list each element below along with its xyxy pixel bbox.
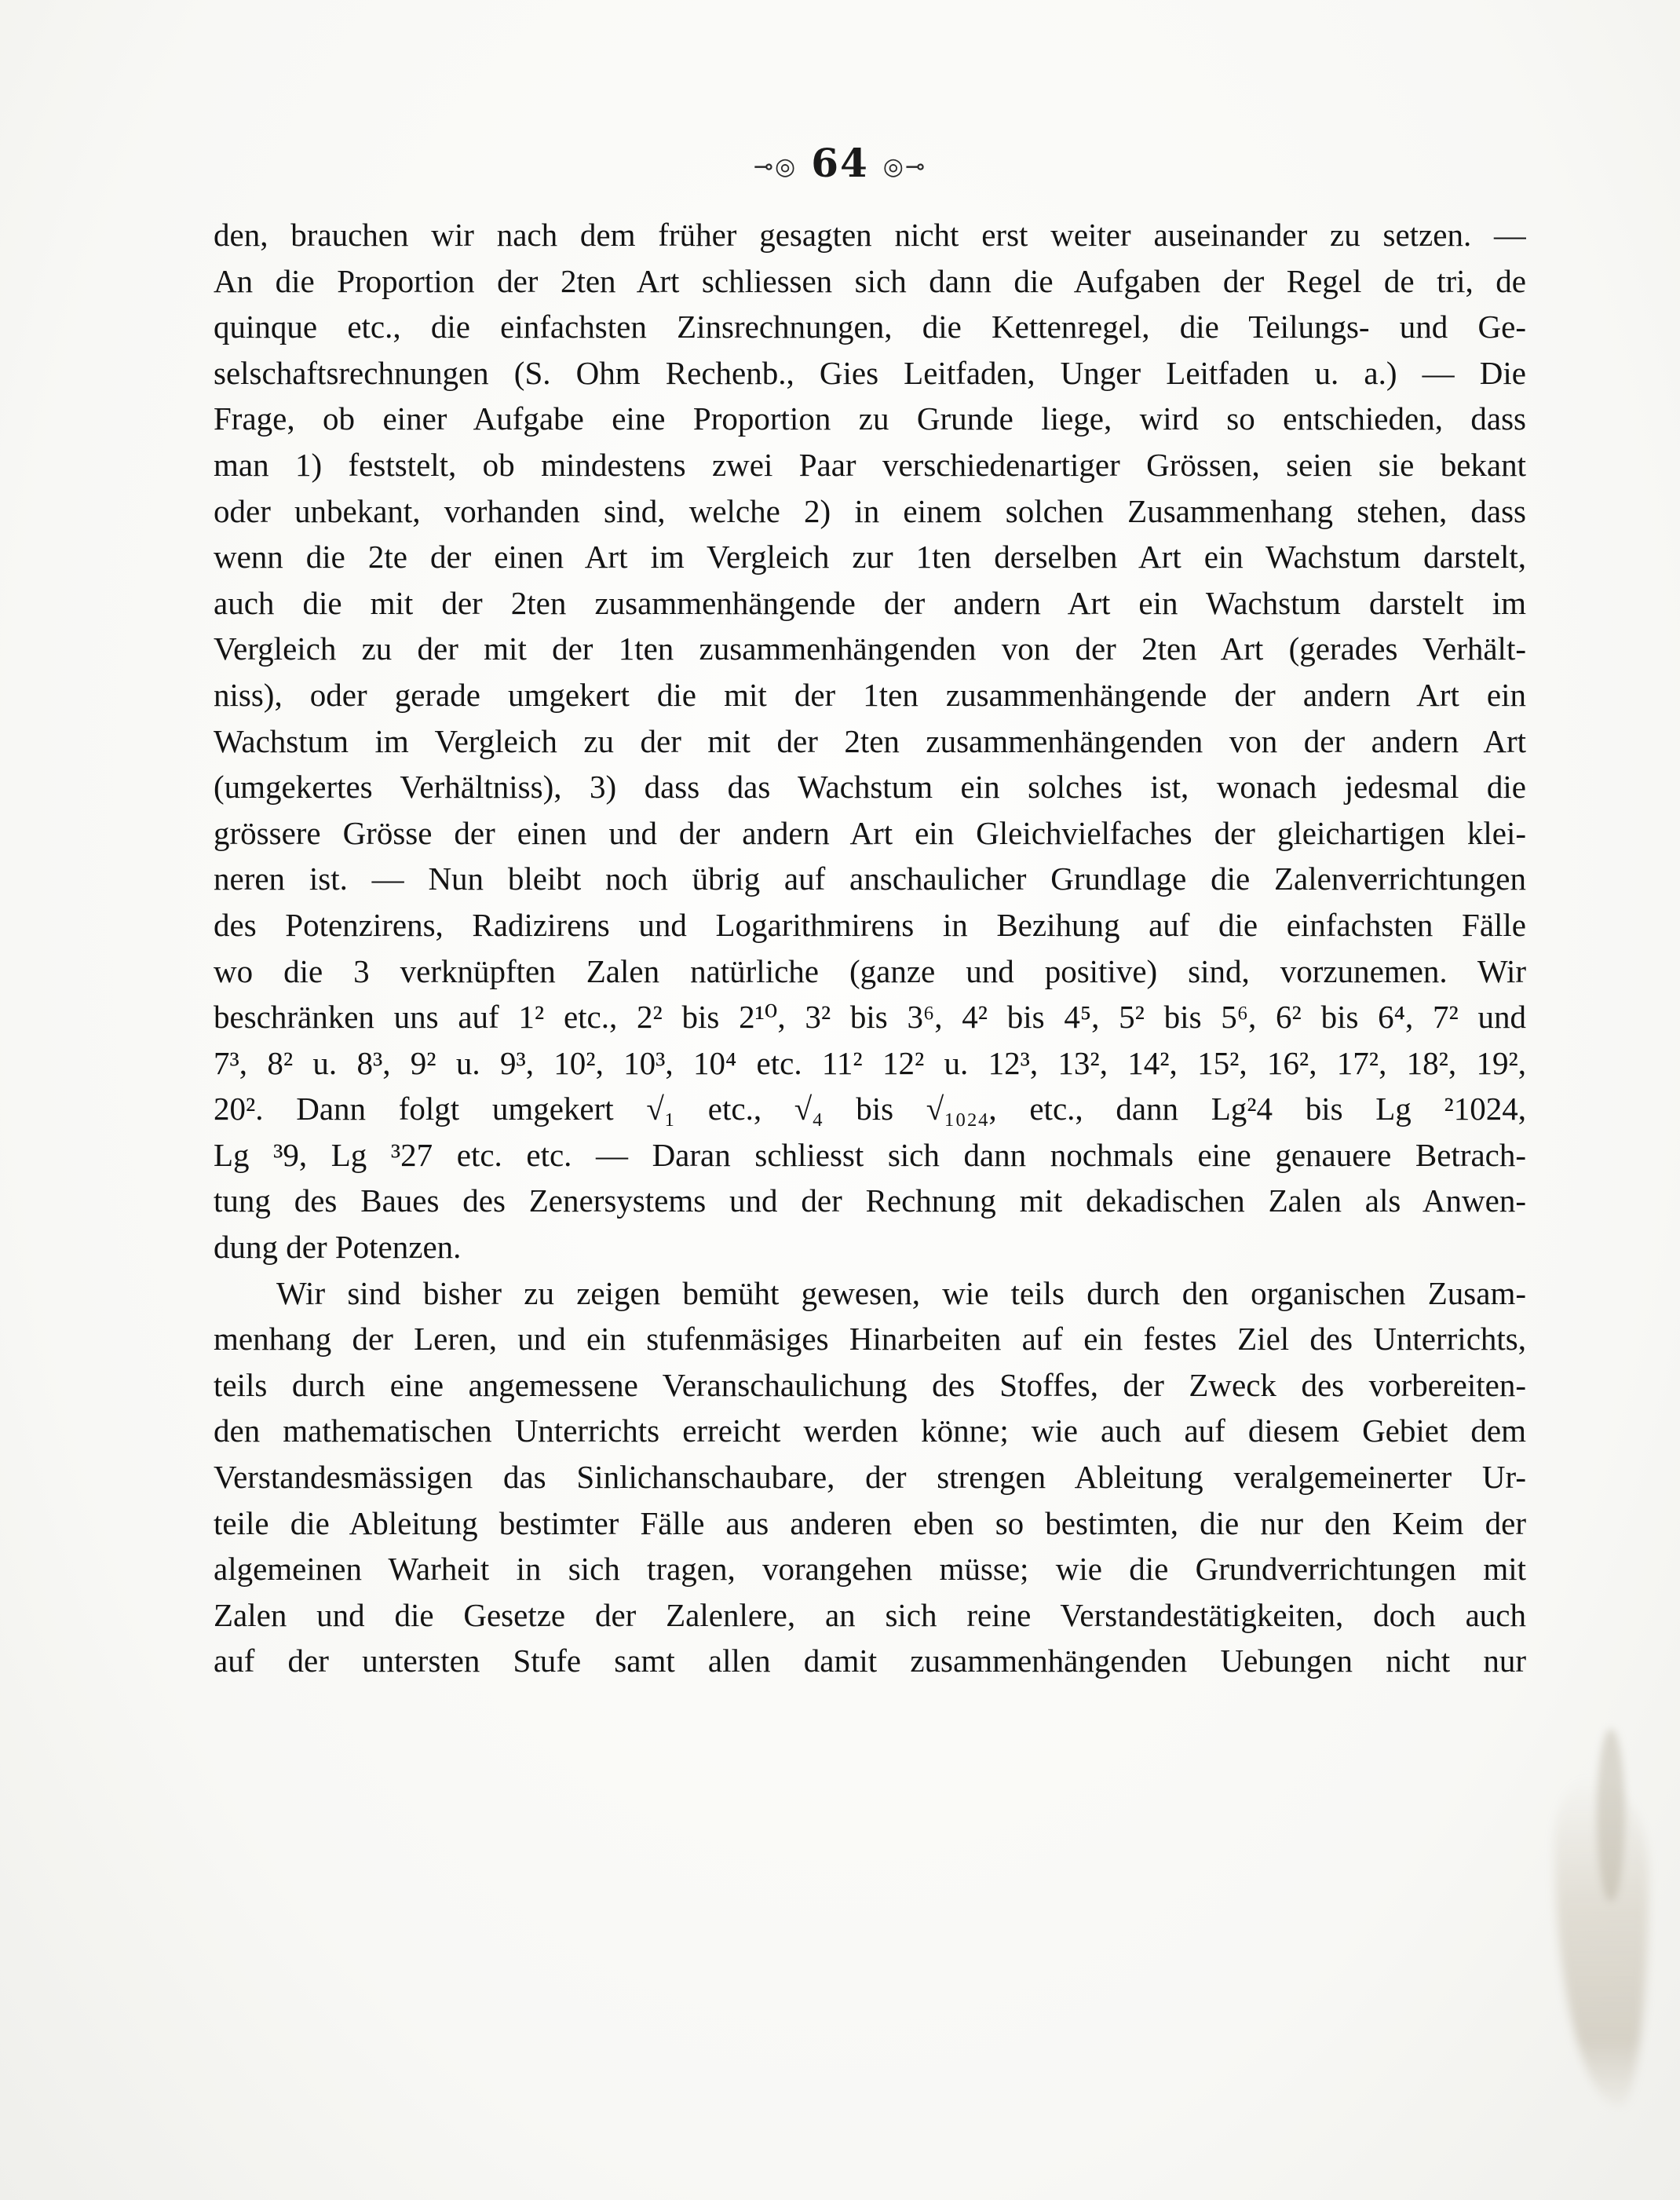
text-line: Verstandesmässigen das Sinlichanschaubare, der strengen Ableitung veralgemeinerter Ur- bbox=[214, 1459, 1526, 1496]
text-line: wenn die 2te der einen Art im Vergleich zur 1ten derselben Art ein Wachstum darstelt, bbox=[214, 539, 1526, 576]
text-line-paragraph-start: Wir sind bisher zu zeigen bemüht gewesen, wie teils durch den organischen Zusam- bbox=[276, 1274, 1526, 1311]
text-line: An die Proportion der 2ten Art schliessen sich dann die Aufgaben der Regel de tri, de bbox=[214, 262, 1526, 299]
text-line: den mathematischen Unterrichts erreicht werden könne; wie auch auf diesem Gebiet dem bbox=[214, 1412, 1526, 1449]
text-line: (umgekertes Verhältniss), 3) dass das Wachstum ein solches ist, wonach jedesmal die bbox=[214, 769, 1526, 806]
text-line: tung des Baues des Zenersystems und der Rechnung mit dekadischen Zalen als Anwen- bbox=[214, 1182, 1526, 1219]
text-line: 20². Dann folgt umgekert √₁ etc., √₄ bis √₁₀₂₄, etc., dann Lg²4 bis Lg ²1024, bbox=[214, 1091, 1526, 1127]
text-line: Vergleich zu der mit der 1ten zusammenhängenden von der 2ten Art (gerades Verhält- bbox=[214, 630, 1526, 667]
text-line: Frage, ob einer Aufgabe eine Proportion zu Grunde liege, wird so entschieden, dass bbox=[214, 400, 1526, 437]
body-text bbox=[214, 212, 1526, 1684]
text-line: beschränken uns auf 1² etc., 2² bis 2¹⁰, 3² bis 3⁶, 4² bis 4⁵, 5² bis 5⁶, 6² bis 6⁴, 7² und bbox=[214, 999, 1526, 1036]
page-number: 64 bbox=[811, 140, 869, 186]
text-line: auch die mit der 2ten zusammenhängende der andern Art ein Wachstum darstelt im bbox=[214, 584, 1526, 621]
ornament-left-icon: ⊸◎ bbox=[753, 152, 798, 181]
text-line: oder unbekant, vorhanden sind, welche 2) in einem solchen Zusammenhang stehen, dass bbox=[214, 492, 1526, 529]
text-line: neren ist. — Nun bleibt noch übrig auf anschaulicher Grundlage die Zalenverrichtungen bbox=[214, 861, 1526, 897]
text-line: Lg ³9, Lg ³27 etc. etc. — Daran schliesst sich dann nochmals eine genauere Betrach- bbox=[214, 1136, 1526, 1173]
text-line: grössere Grösse der einen und der andern Art ein Gleichvielfaches der gleichartigen klei- bbox=[214, 814, 1526, 851]
ornament-right-icon: ◎⊸ bbox=[882, 152, 927, 181]
text-line: wo die 3 verknüpften Zalen natürliche (ganze und positive) sind, vorzunemen. Wir bbox=[214, 952, 1526, 989]
text-line: selschaftsrechnungen (S. Ohm Rechenb., Gies Leitfaden, Unger Leitfaden u. a.) — Die bbox=[214, 354, 1526, 391]
page-header bbox=[0, 140, 1680, 186]
text-line: algemeinen Warheit in sich tragen, vorangehen müsse; wie die Grundverrichtungen mit bbox=[214, 1551, 1526, 1588]
text-line: man 1) feststelt, ob mindestens zwei Paar verschiedenartiger Grössen, seien sie bekant bbox=[214, 446, 1526, 483]
text-line: Wachstum im Vergleich zu der mit der 2ten zusammenhängenden von der andern Art bbox=[214, 722, 1526, 759]
paper-stain bbox=[1597, 1729, 1625, 1902]
text-line: niss), oder gerade umgekert die mit der 1ten zusammenhängende der andern Art ein bbox=[214, 676, 1526, 713]
text-line: auf der untersten Stufe samt allen damit zusammenhängenden Uebungen nicht nur bbox=[214, 1643, 1526, 1679]
text-line: teils durch eine angemessene Veranschaulichung des Stoffes, der Zweck des vorbereiten- bbox=[214, 1366, 1526, 1403]
text-line: menhang der Leren, und ein stufenmäsiges Hinarbeiten auf ein festes Ziel des Unterrichts, bbox=[214, 1321, 1526, 1358]
text-line: teile die Ableitung bestimter Fälle aus anderen eben so bestimten, die nur den Keim der bbox=[214, 1504, 1526, 1541]
text-line: den, brauchen wir nach dem früher gesagten nicht erst weiter auseinander zu setzen. — bbox=[214, 217, 1526, 253]
text-line-paragraph-end: dung der Potenzen. bbox=[214, 1229, 462, 1266]
text-line: quinque etc., die einfachsten Zinsrechnungen, die Kettenregel, die Teilungs- und Ge- bbox=[214, 309, 1526, 345]
text-line: 7³, 8² u. 8³, 9² u. 9³, 10², 10³, 10⁴ etc. 11² 12² u. 12³, 13², 14², 15², 16², 17², 18², 19², bbox=[214, 1044, 1526, 1081]
text-line: des Potenzirens, Radizirens und Logarithmirens in Bezihung auf die einfachsten Fälle bbox=[214, 906, 1526, 943]
text-line: Zalen und die Gesetze der Zalenlere, an sich reine Verstandestätigkeiten, doch auch bbox=[214, 1596, 1526, 1633]
